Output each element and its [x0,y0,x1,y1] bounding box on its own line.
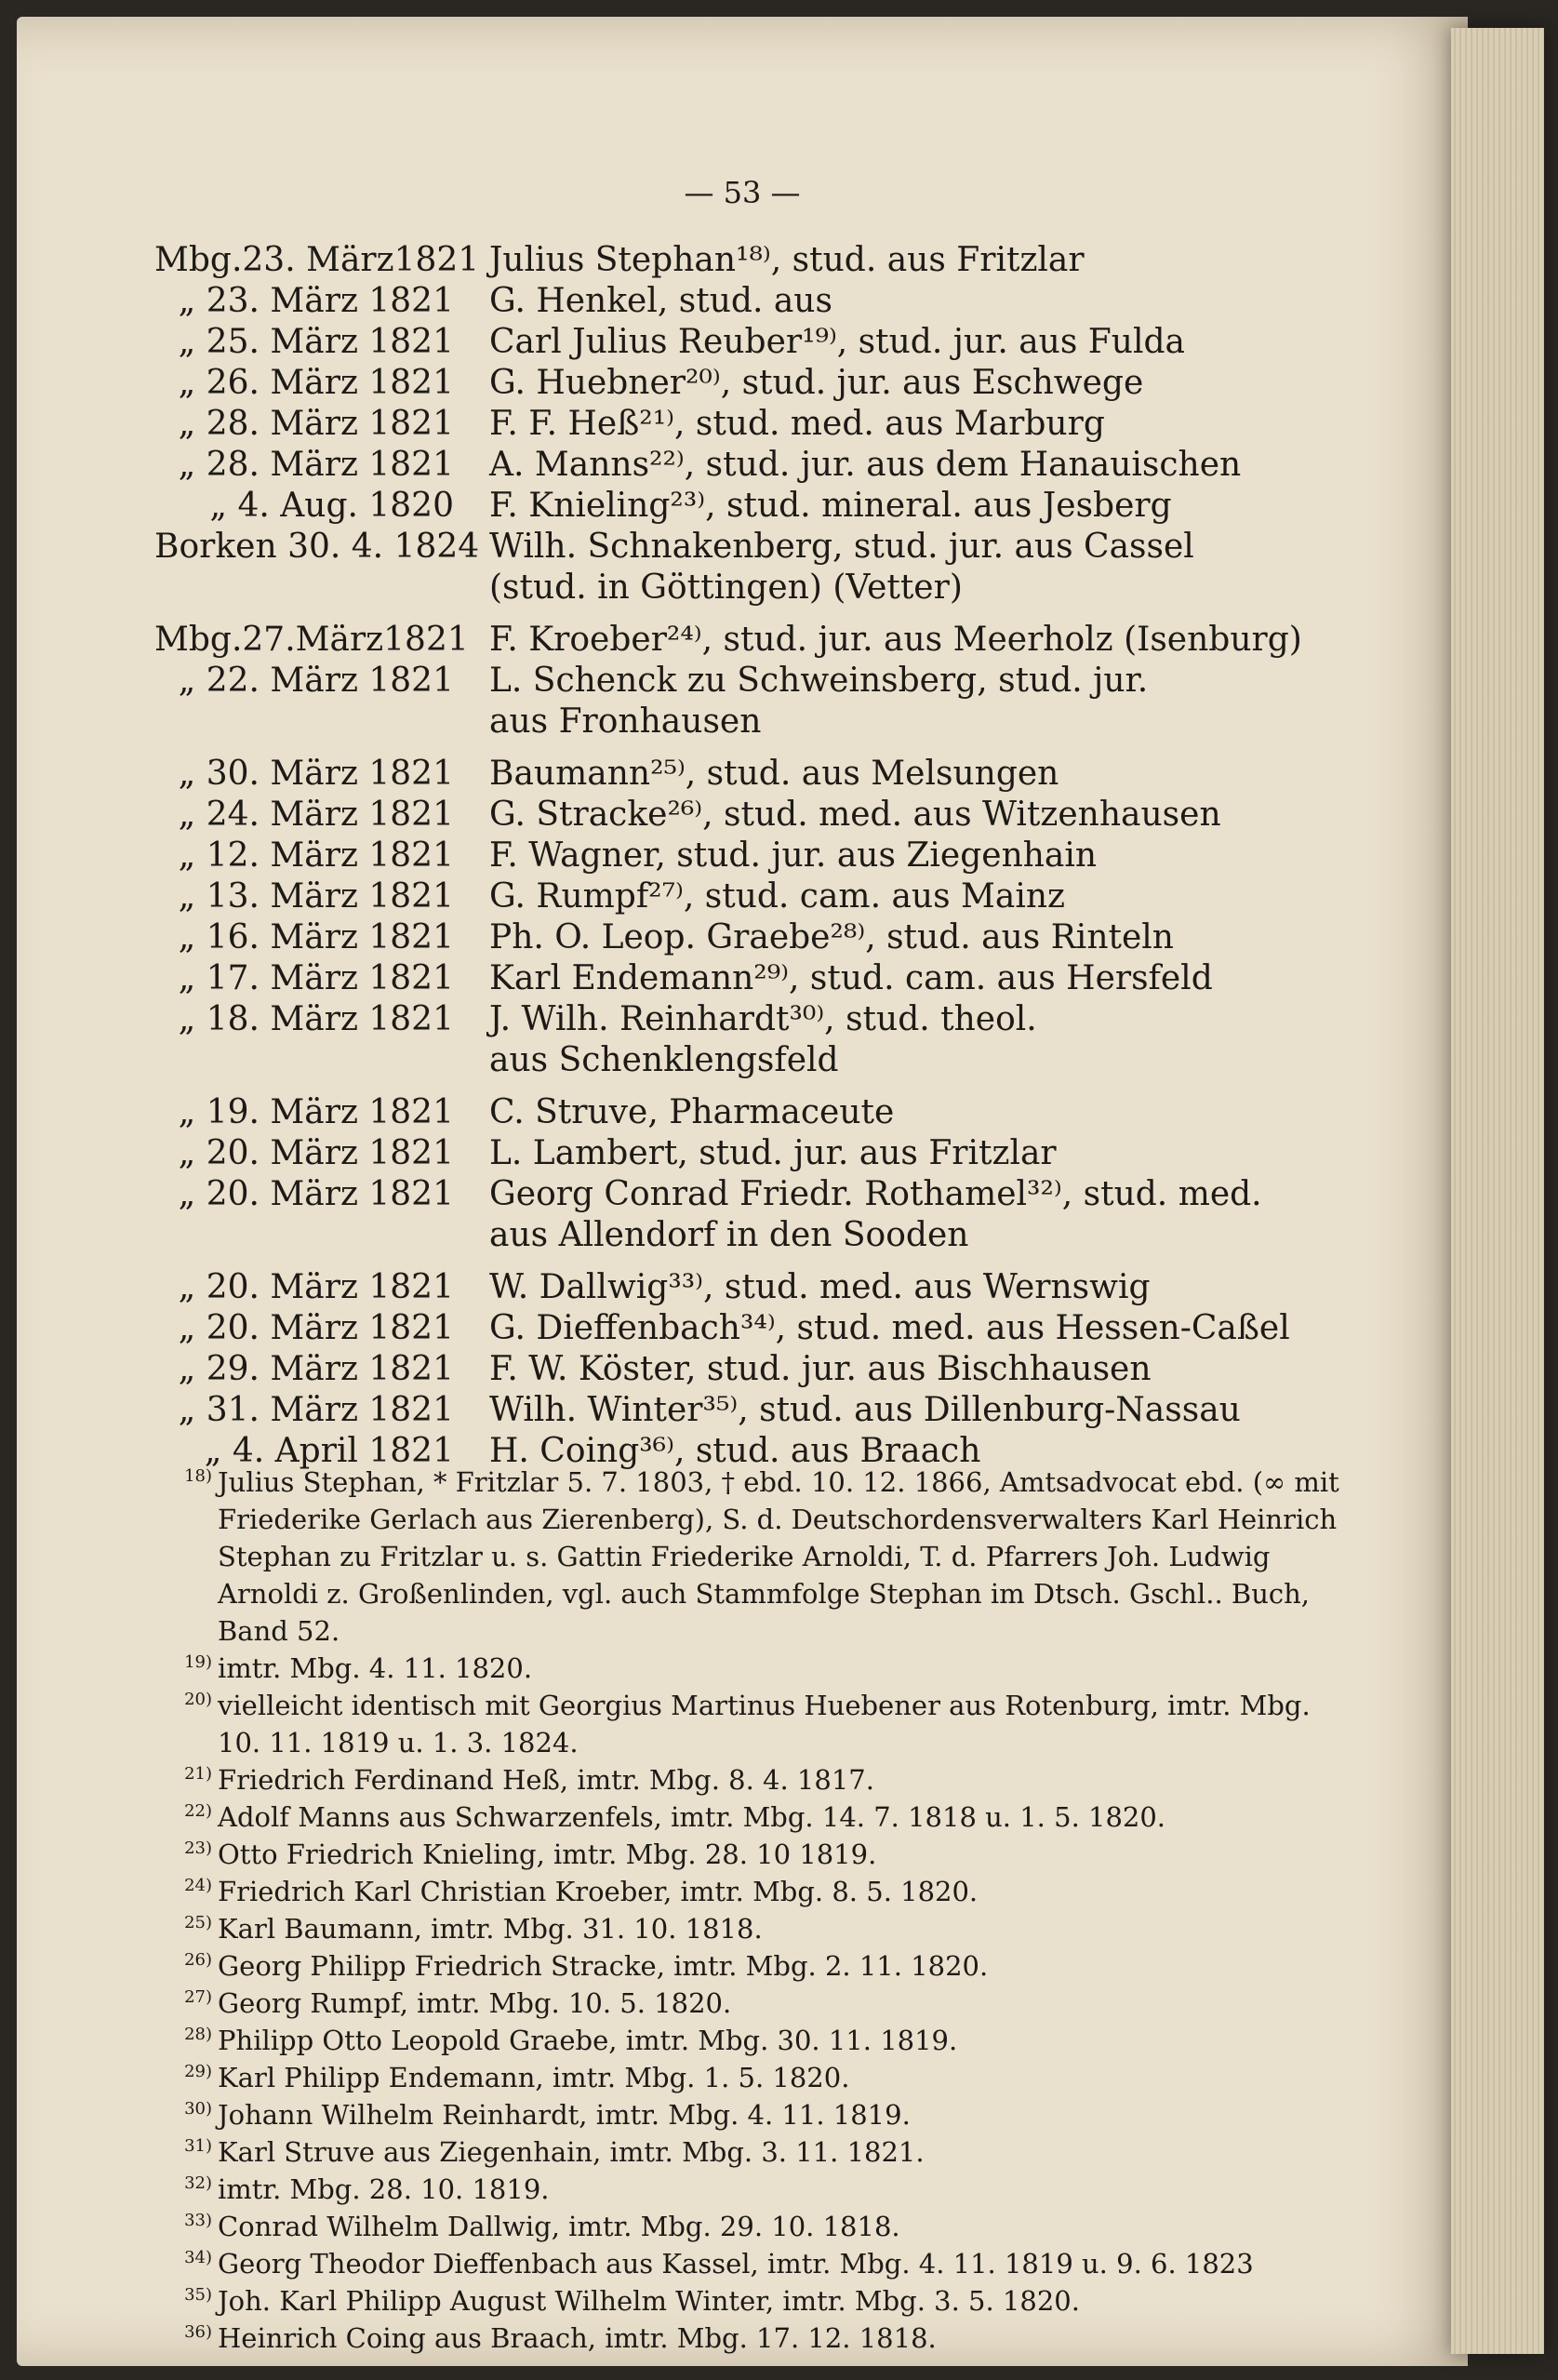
entry-date: „ 20. März 1821 [178,1175,454,1213]
entry-date: „ 28. März 1821 [178,405,454,443]
footnote [180,2208,1362,2245]
entry-text: F. Wagner, stud. jur. aus Ziegenhain [489,836,1098,875]
entry-text: L. Lambert, stud. jur. aus Fritzlar [489,1134,1057,1172]
footnote-number: 20) [184,1690,212,1709]
entry-date: Mbg.27.März1821 [154,621,469,659]
footnote-text: Georg Rumpf, imtr. Mbg. 10. 5. 1820. [218,1987,732,2019]
footnote [180,2022,1362,2059]
list-item [154,1174,1364,1256]
entry-text-continuation: aus Allendorf in den Sooden [489,1216,969,1254]
footnote [180,1687,1362,1761]
entry-text: Baumann²⁵⁾, stud. aus Melsungen [489,755,1059,793]
entry-date: „ 4. April 1821 [204,1432,454,1470]
footnote-number: 28) [184,2025,212,2044]
list-item [154,661,1364,742]
footnote-text: Karl Baumann, imtr. Mbg. 31. 10. 1818. [218,1913,763,1945]
entry-date: „ 20. März 1821 [178,1309,454,1347]
entry-date: Mbg.23. März1821 [154,241,480,279]
footnote [180,1798,1362,1836]
entry-date: „ 25. März 1821 [178,323,454,361]
list-item [154,958,1364,999]
footnote-text: Heinrich Coing aus Braach, imtr. Mbg. 17. 12. 1818. [218,2322,937,2354]
footnote-text: Adolf Manns aus Schwarzenfels, imtr. Mbg. 14. 7. 1818 u. 1. 5. 1820. [218,1801,1166,1833]
entry-text: H. Coing³⁶⁾, stud. aus Braach [489,1432,981,1470]
footnote-text: imtr. Mbg. 4. 11. 1820. [218,1652,533,1684]
entry-text: Karl Endemann²⁹⁾, stud. cam. aus Hersfeld [489,959,1213,997]
footnote-text: Karl Philipp Endemann, imtr. Mbg. 1. 5. 1820. [218,2062,850,2093]
entry-text-wrap [489,999,1364,1081]
list-item [154,620,1364,661]
entry-list [154,240,1364,1472]
entry-date: „ 26. März 1821 [178,364,454,402]
footnote-number: 31) [184,2136,212,2156]
footnote-number: 25) [184,1913,212,1932]
footnote [180,2133,1362,2171]
entry-date: „ 31. März 1821 [178,1391,454,1429]
entry-date: Borken 30. 4. 1824 [154,528,480,566]
footnote-number: 22) [184,1801,212,1821]
list-item [154,240,1364,281]
entry-text-wrap [489,1174,1364,1256]
entry-text: Wilh. Schnakenberg, stud. jur. aus Cassel [489,528,1194,566]
footnote [180,1836,1362,1873]
footnote-number: 23) [184,1838,212,1858]
footnote-number: 27) [184,1987,212,2007]
entry-date: „ 20. März 1821 [178,1134,454,1172]
footnote-number: 30) [184,2099,212,2119]
entry-date: „ 17. März 1821 [178,959,454,997]
footnotes [180,1464,1362,2357]
entry-text: L. Schenck zu Schweinsberg, stud. jur. [489,662,1149,700]
footnote-text: Joh. Karl Philipp August Wilhelm Winter, imtr. Mbg. 3. 5. 1820. [218,2285,1080,2317]
list-item [154,876,1364,917]
footnote-number: 29) [184,2062,212,2081]
entry-date: „ 29. März 1821 [178,1350,454,1388]
entry-text: G. Huebner²⁰⁾, stud. jur. aus Eschwege [489,364,1144,402]
footnote [180,2282,1362,2320]
entry-text-wrap [489,661,1364,742]
entry-date: „ 18. März 1821 [178,1000,454,1038]
entry-date: „ 20. März 1821 [178,1268,454,1306]
page-edges [1451,28,1544,2354]
footnote [180,1910,1362,1947]
list-item [154,795,1364,836]
footnote [180,1873,1362,1910]
list-item [154,1390,1364,1431]
footnote [180,2245,1362,2282]
entry-text: F. F. Heß²¹⁾, stud. med. aus Marburg [489,405,1105,443]
list-item [154,363,1364,404]
footnote-text: imtr. Mbg. 28. 10. 1819. [218,2173,550,2205]
list-item [154,527,1364,608]
footnote-text: Friedrich Karl Christian Kroeber, imtr. Mbg. 8. 5. 1820. [218,1876,979,1907]
entry-text: F. W. Köster, stud. jur. aus Bischhausen [489,1350,1152,1388]
entry-text: Carl Julius Reuber¹⁹⁾, stud. jur. aus Fulda [489,323,1185,361]
entry-text-continuation: aus Fronhausen [489,702,762,741]
entry-text: Ph. O. Leop. Graebe²⁸⁾, stud. aus Rinteln [489,918,1174,956]
entry-text: F. Kroeber²⁴⁾, stud. jur. aus Meerholz (Isenburg) [489,621,1302,659]
footnote [180,1761,1362,1798]
footnote [180,2059,1362,2096]
entry-date: „ 30. März 1821 [178,755,454,793]
footnote [180,2096,1362,2133]
book-page [17,17,1468,2366]
list-item [154,754,1364,795]
entry-text: G. Henkel, stud. aus [489,282,832,320]
page-number: — 53 — [684,175,801,210]
footnote-text: Karl Struve aus Ziegenhain, imtr. Mbg. 3. 11. 1821. [218,2136,925,2168]
list-item [154,322,1364,363]
footnote [180,1464,1362,1650]
list-item [154,281,1364,322]
footnote [180,1947,1362,1985]
entry-text-continuation: aus Schenklengsfeld [489,1041,839,1079]
list-item [154,1092,1364,1133]
entry-text-continuation: (stud. in Göttingen) (Vetter) [489,568,963,607]
footnote-number: 33) [184,2211,212,2230]
entry-date: „ 22. März 1821 [178,662,454,700]
footnote-text: Julius Stephan, * Fritzlar 5. 7. 1803, † ebd. 10. 12. 1866, Amtsadvocat ebd. (∞ mit Friederike Gerlach aus Zierenberg), S. d. Deutschordensverwalters Karl Heinrich Stephan zu Fritzlar u. s. Gattin Friederike Arnoldi, T. d. Pfarrers Joh. Ludwig Arnoldi z. Großenlinden, vgl. auch Stammfolge Stephan im Dtsch. Gschl.. Buch, Band 52. [218,1466,1339,1647]
entry-date: „ 4. Aug. 1820 [209,487,454,525]
footnote-number: 21) [184,1764,212,1784]
footnote-number: 26) [184,1950,212,1970]
entry-text: G. Stracke²⁶⁾, stud. med. aus Witzenhausen [489,796,1221,834]
list-item [154,999,1364,1081]
entry-date: „ 19. März 1821 [178,1093,454,1131]
entry-text: G. Dieffenbach³⁴⁾, stud. med. aus Hessen-Caßel [489,1309,1290,1347]
list-item [154,917,1364,958]
list-item [154,1267,1364,1308]
entry-date: „ 13. März 1821 [178,877,454,916]
entry-text: F. Knieling²³⁾, stud. mineral. aus Jesberg [489,487,1172,525]
entry-text: Julius Stephan¹⁸⁾, stud. aus Fritzlar [489,241,1085,279]
footnote-number: 34) [184,2248,212,2267]
footnote [180,2171,1362,2208]
footnote [180,1985,1362,2022]
entry-text-wrap [489,527,1364,608]
entry-date: „ 24. März 1821 [178,796,454,834]
footnote-text: Georg Theodor Dieffenbach aus Kassel, imtr. Mbg. 4. 11. 1819 u. 9. 6. 1823 [218,2248,1254,2280]
footnote-number: 19) [184,1652,212,1672]
footnote [180,2320,1362,2357]
entry-text: Wilh. Winter³⁵⁾, stud. aus Dillenburg-Nassau [489,1391,1241,1429]
list-item [154,1308,1364,1349]
footnote-number: 35) [184,2285,212,2305]
footnote-text: Georg Philipp Friedrich Stracke, imtr. Mbg. 2. 11. 1820. [218,1950,989,1982]
footnote-text: Friedrich Ferdinand Heß, imtr. Mbg. 8. 4. 1817. [218,1764,874,1796]
footnote-number: 36) [184,2322,212,2342]
list-item [154,1349,1364,1390]
footnote-number: 24) [184,1876,212,1895]
entry-date: „ 12. März 1821 [178,836,454,875]
entry-text: G. Rumpf²⁷⁾, stud. cam. aus Mainz [489,877,1066,916]
entry-text: C. Struve, Pharmaceute [489,1093,895,1131]
entry-text: W. Dallwig³³⁾, stud. med. aus Wernswig [489,1268,1151,1306]
entry-text: Georg Conrad Friedr. Rothamel³²⁾, stud. med. [489,1175,1262,1213]
entry-text: J. Wilh. Reinhardt³⁰⁾, stud. theol. [489,1000,1037,1038]
list-item [154,404,1364,445]
entry-date: „ 23. März 1821 [178,282,454,320]
list-item [154,486,1364,527]
entry-date: „ 16. März 1821 [178,918,454,956]
footnote-text: vielleicht identisch mit Georgius Martinus Huebener aus Rotenburg, imtr. Mbg. 10. 11. 1819 u. 1. 3. 1824. [218,1690,1311,1758]
list-item [154,445,1364,486]
entry-date: „ 28. März 1821 [178,446,454,484]
list-item [154,836,1364,876]
footnote [180,1650,1362,1687]
footnote-text: Philipp Otto Leopold Graebe, imtr. Mbg. 30. 11. 1819. [218,2025,958,2056]
footnote-number: 18) [184,1466,212,1486]
footnote-text: Conrad Wilhelm Dallwig, imtr. Mbg. 29. 10. 1818. [218,2211,900,2242]
footnote-text: Otto Friedrich Knieling, imtr. Mbg. 28. 10 1819. [218,1838,877,1870]
entry-text: A. Manns²²⁾, stud. jur. aus dem Hanauischen [489,446,1242,484]
list-item [154,1133,1364,1174]
footnote-text: Johann Wilhelm Reinhardt, imtr. Mbg. 4. 11. 1819. [218,2099,911,2131]
footnote-number: 32) [184,2173,212,2193]
